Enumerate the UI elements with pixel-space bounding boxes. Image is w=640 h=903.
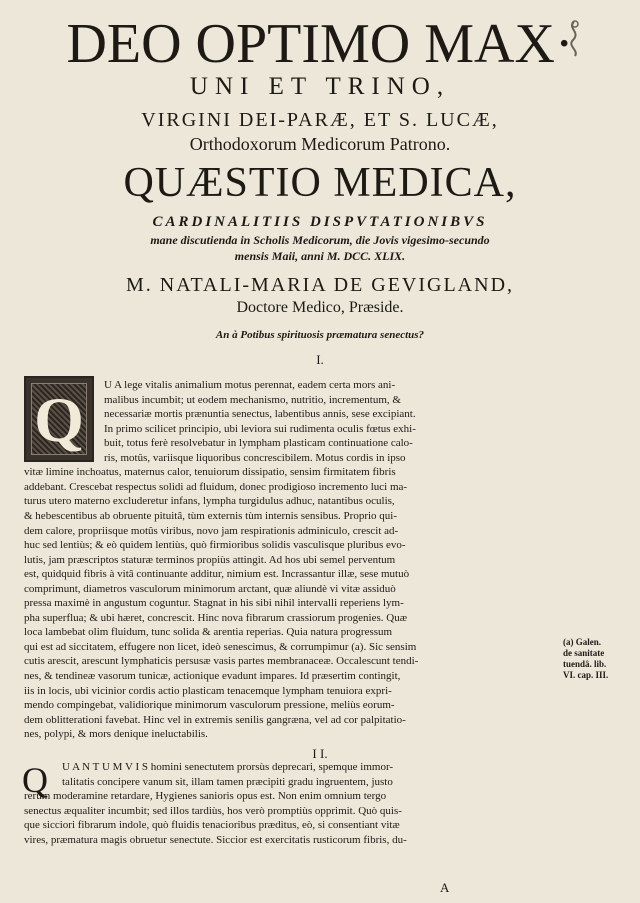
dedication-patron: Orthodoxorum Medicorum Patrono. [189, 134, 451, 154]
text-line: necessariæ mortis prænuntia senectus, labentibus annis, sese excipiant. [104, 408, 416, 421]
text-line: vires, præmatura magis obruetur senectute. Siccior est exercitatis rusticorum fibris, du- [24, 834, 407, 846]
text-line: loca lambebat olim fluidum, tunc solida & arentia reperias. Quia natura progressum [24, 626, 393, 639]
text-line: que sicciori fibrarum indole, quò fluidis tenacioribus præditus, eò, si consentiant vitæ [24, 819, 400, 832]
section-numeral-2: I I. [312, 746, 328, 761]
text-line: talitatis concipere vanum sit, illam tamen præcipiti gradu ingruentem, justo [62, 775, 393, 788]
text-line: U A N T U M V I S homini senectutem prorsùs deprecari, spemque immor- [62, 761, 394, 773]
ornamental-dropcap [24, 376, 94, 462]
dedication-virgin-luke: VIRGINI DEI-PARÆ, ET S. LUCÆ, [141, 109, 499, 131]
text-line: & hebescentibus ab obruente pituitâ, tùm externis tùm internis sensibus. Proprio qui- [24, 509, 398, 522]
section-numeral-1: I. [316, 352, 324, 367]
text-line: buit, totus ferè resolvebatur in lympham plasticam continuatione calo- [104, 437, 413, 450]
text-line: qui est ad siccitatem, effugere non licet, ideò senescimus, & corrumpimur (a). Sic sensim [24, 640, 417, 653]
text-line: comprimunt, diametros vasculorum minimorum arctant, quæ aliundè vi vitæ assiduò [24, 582, 396, 595]
text-line: rerum moderamine retardare, Hygienes sanioris opus est. Non enim omnium tergo [24, 790, 387, 803]
sidenote-line: tuendâ. lib. [563, 659, 607, 669]
disputation-heading: CARDINALITIIS DISPVTATIONIBVS [152, 214, 488, 230]
text-line: pressa maximè in angustum coguntur. Stagnat in his sibi nihil intervalli reperiens lym- [24, 597, 404, 610]
dropcap-letter: Q [34, 384, 84, 455]
dedication-title: DEO OPTIMO MAX· [66, 13, 574, 75]
text-line: pha superflua; & ubi hæret, concrescit. Hinc nova fibrarum crassiorum progenies. Quæ [24, 611, 408, 624]
text-line: lutis, jam præscriptos staturæ terminos propiùs attingit. Ad hos ubi semel perventum [24, 553, 396, 566]
text-line: ris, motûs, variisque liquoribus concrescibilem. Motus cordis in ipso [104, 451, 406, 464]
text-line: est, quidquid fibris à vitâ continuante additur, nimium est. Incrassantur illæ, sese mutuò [24, 568, 410, 581]
text-line: addebant. Crescebat respectus solidi ad fluidum, donec prodigioso incremento luci ma- [24, 480, 408, 493]
text-line: turus utero materno excluderetur infans, lympha turgidulus adhuc, natantibus oculis, [24, 495, 395, 508]
dedication-trinity: UNI ET TRINO, [189, 73, 451, 100]
disputation-year: mensis Maii, anni M. DCC. XLIX. [234, 249, 406, 263]
printer-signature: A [440, 880, 450, 895]
thesis-question: An à Potibus spirituosis præmatura senectus? [215, 329, 425, 341]
sidenote-line: (a) Galen. [563, 637, 601, 647]
text-line: nes, polypi, & mors denique ineluctabilis. [24, 728, 208, 741]
praeses-title: Doctore Medico, Præside. [236, 299, 404, 316]
text-line: vitæ limine inchoatus, maternus calor, tenuiorum dissipatio, sensim firmitatem fibris [24, 466, 396, 479]
text-line: mendo compingebat, validiorique minimorum vasculorum pressione, meliùs eorum- [24, 699, 395, 712]
sidenote-line: VI. cap. III. [563, 670, 609, 680]
text-line: dem oblitterationi favebat. Hinc vel in extremis senilis gangræna, vel ad cor palpitatio- [24, 713, 406, 726]
question-title: QUÆSTIO MEDICA, [123, 160, 517, 206]
section-2-initial: Q [22, 760, 48, 800]
text-line: senectus æqualiter incumbit; sed illos tardiùs, hos verò promptiùs opprimit. Quò quis- [24, 804, 402, 817]
text-line: cutis arescit, arescunt lymphaticis persusæ vasis partes membranaceæ. Occalescunt tendi- [24, 655, 419, 668]
text-line: iis in locis, ubi vicinior cordis actio plasticam tenacemque lympham tenuiora expri- [24, 684, 392, 697]
text-line: In primo scilicet principio, ubi leviora sui rudimenta oculis fœtus exhi- [104, 422, 416, 435]
text-line: huc sed lentiùs; & eò quidem lentiùs, quò firmioribus solidis vasculisque pluribus evo- [24, 539, 406, 552]
text-line: malibus incumbit; ut eodem mechanismo, nutritio, incrementum, & [104, 393, 401, 406]
text-line: dem calore, propriisque motûs viribus, novo jam respirationis adminiculo, crescit ad- [24, 524, 399, 537]
praeses-name: M. NATALI-MARIA DE GEVIGLAND, [125, 274, 515, 296]
text-line: U A lege vitalis animalium motus perennat, eadem certa mors ani- [104, 379, 396, 391]
sidenote-line: de sanitate [563, 648, 605, 658]
disputation-place-date: mane discutienda in Scholis Medicorum, die Jovis vigesimo-secundo [150, 233, 490, 247]
text-line: nes, & tendineæ vasorum tunicæ, actionique evadunt impares. Id præsertim contingit, [24, 670, 401, 682]
